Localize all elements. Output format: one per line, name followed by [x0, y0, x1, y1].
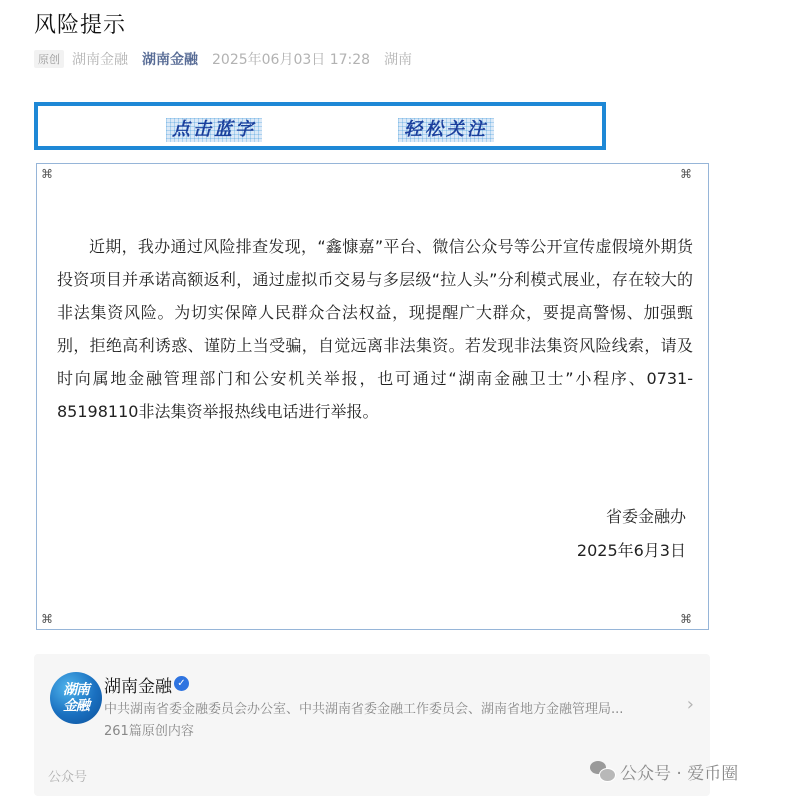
- follow-banner-right-text[interactable]: 轻松关注: [398, 118, 494, 142]
- account-type-label: 公众号: [48, 770, 88, 785]
- avatar-text: 金融: [63, 698, 89, 714]
- corner-ornament-icon: ⌘: [41, 167, 53, 181]
- article-meta: [34, 48, 412, 70]
- notice-signature: 省委金融办: [605, 507, 686, 526]
- watermark-text: 公众号 · 爱币圈: [620, 763, 739, 784]
- original-badge: 原创: [34, 50, 64, 68]
- notice-date: 2025年6月3日: [576, 541, 686, 560]
- chevron-right-icon[interactable]: ›: [686, 694, 694, 715]
- wechat-icon: [590, 761, 614, 781]
- publish-location: 湖南: [384, 52, 413, 68]
- follow-banner-left-text[interactable]: 点击蓝字: [166, 118, 262, 142]
- original-content-count: 261篇原创内容: [104, 724, 194, 739]
- account-name-link[interactable]: 湖南金融: [142, 52, 198, 68]
- article-source: 湖南金融: [72, 52, 128, 68]
- notice-body: 近期，我办通过风险排查发现，“鑫慷嘉”平台、微信公众号等公开宣传虚假境外期货投资项目并承诺高额返利，通过虚拟币交易与多层级“拉人头”分利模式展业，存在较大的非法集资风险。为切实保障人民群众合法权益，现提醒广大群众，要提高警惕、加强甄别，拒绝高利诱惑、谨防上当受骗，自觉远离非法集资。若发现非法集资风险线索，请及时向属地金融管理部门和公安机关举报，也可通过“湖南金融卫士”小程序、0731-85198110非法集资举报热线电话进行举报。: [57, 237, 693, 421]
- verified-icon: ✓: [174, 676, 189, 691]
- profile-description: 中共湖南省委金融委员会办公室、中共湖南省委金融工作委员会、湖南省地方金融管理局...: [104, 702, 624, 717]
- corner-ornament-icon: ⌘: [680, 612, 692, 626]
- watermark: [590, 759, 738, 783]
- publish-time: 2025年06月03日 17:28: [212, 52, 371, 68]
- article-title: 风险提示: [34, 13, 127, 38]
- account-avatar: [50, 672, 102, 724]
- notice-box: [36, 163, 709, 630]
- follow-banner[interactable]: [34, 102, 606, 150]
- corner-ornament-icon: ⌘: [680, 167, 692, 181]
- corner-ornament-icon: ⌘: [41, 612, 53, 626]
- profile-name: 湖南金融: [104, 677, 172, 697]
- avatar-text: 湖南: [63, 682, 89, 698]
